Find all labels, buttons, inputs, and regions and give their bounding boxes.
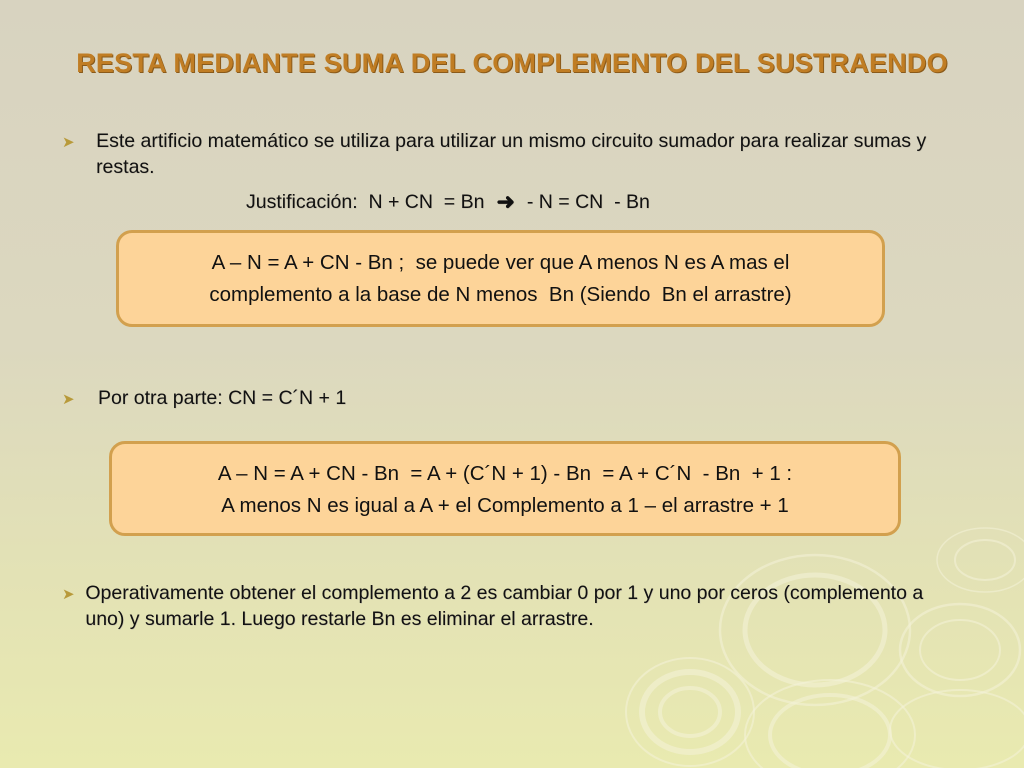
justification-right: - N = CN - Bn — [526, 190, 650, 213]
callout-line: A – N = A + CN - Bn ; se puede ver que A menos N es A mas el — [211, 251, 790, 274]
justification-left: Justificación: N + CN = Bn — [246, 190, 485, 213]
formula-callout-box — [109, 441, 901, 536]
arrowhead-bullet-icon: ➤ — [62, 586, 75, 603]
slide-title: RESTA MEDIANTE SUMA DEL COMPLEMENTO DEL SUSTRAENDO — [76, 48, 948, 78]
callout-line: A – N = A + CN - Bn = A + (C´N + 1) - Bn = A + C´N - Bn + 1 : — [217, 462, 793, 485]
bullet-item — [62, 385, 942, 414]
callout-line: complemento a la base de N menos Bn (Siendo Bn el arrastre) — [209, 283, 792, 306]
bullet-item — [62, 580, 962, 632]
bullet-item — [62, 128, 942, 180]
arrowhead-bullet-icon: ➤ — [62, 391, 75, 408]
formula-callout-box — [116, 230, 885, 327]
bullet-text: Operativamente obtener el complemento a 2 es cambiar 0 por 1 y uno por ceros (complemento a uno) y sumarle 1. Luego restarle Bn es eliminar el arrastre. — [85, 582, 924, 630]
bullet-text: Por otra parte: CN = C´N + 1 — [98, 387, 347, 409]
right-arrow-icon: ➜ — [496, 189, 515, 214]
bullet-text: Este artificio matemático se utiliza para utilizar un mismo circuito sumador para realizar sumas y restas. — [96, 130, 927, 178]
callout-line: A menos N es igual a A + el Complemento a 1 – el arrastre + 1 — [221, 494, 789, 517]
justification-line — [246, 189, 650, 215]
arrowhead-bullet-icon: ➤ — [62, 134, 75, 151]
